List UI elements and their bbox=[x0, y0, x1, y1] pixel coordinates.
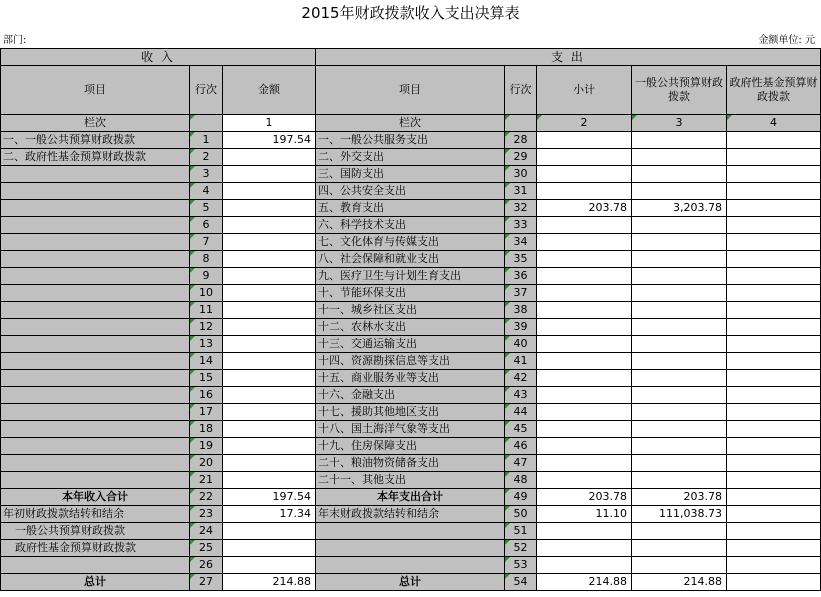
fund-budget-cell[interactable] bbox=[727, 472, 821, 489]
table-row bbox=[1, 438, 821, 455]
income-item-cell[interactable] bbox=[1, 557, 190, 574]
general-budget-cell[interactable] bbox=[632, 370, 727, 387]
general-budget-cell[interactable] bbox=[632, 132, 727, 149]
fund-budget-cell[interactable] bbox=[727, 166, 821, 183]
department-label: 部门: bbox=[3, 35, 27, 46]
fund-budget-cell[interactable] bbox=[727, 268, 821, 285]
expense-rowno-cell[interactable]: 36 bbox=[505, 268, 537, 285]
income-rowno-cell[interactable]: 5 bbox=[190, 200, 223, 217]
income-rowno-cell[interactable]: 2 bbox=[190, 149, 223, 166]
income-amount-cell[interactable] bbox=[223, 183, 316, 200]
expense-rowno-cell[interactable]: 38 bbox=[505, 302, 537, 319]
table-row bbox=[1, 370, 821, 387]
general-budget-cell[interactable] bbox=[632, 387, 727, 404]
general-budget-cell[interactable] bbox=[632, 285, 727, 302]
fund-budget-cell[interactable] bbox=[727, 574, 821, 591]
income-amount-cell[interactable] bbox=[223, 268, 316, 285]
expense-rowno-cell[interactable]: 33 bbox=[505, 217, 537, 234]
subtotal-cell[interactable] bbox=[537, 149, 632, 166]
fund-budget-cell[interactable] bbox=[727, 506, 821, 523]
expense-item-cell[interactable]: 十四、资源勘探信息等支出 bbox=[316, 353, 505, 370]
table-row bbox=[1, 302, 821, 319]
fund-budget-cell[interactable] bbox=[727, 251, 821, 268]
table-row bbox=[1, 319, 821, 336]
fund-budget-cell[interactable] bbox=[727, 183, 821, 200]
income-item-cell[interactable] bbox=[1, 285, 190, 302]
income-amount-cell[interactable] bbox=[223, 557, 316, 574]
income-item-cell[interactable]: 一般公共预算财政拨款 bbox=[1, 523, 190, 540]
general-budget-cell[interactable] bbox=[632, 302, 727, 319]
income-rowno-cell[interactable]: 15 bbox=[190, 370, 223, 387]
general-budget-cell[interactable] bbox=[632, 455, 727, 472]
general-budget-cell[interactable] bbox=[632, 183, 727, 200]
subtotal-cell[interactable] bbox=[537, 217, 632, 234]
income-item-cell[interactable]: 二、政府性基金预算财政拨款 bbox=[1, 149, 190, 166]
expense-item-cell[interactable]: 六、科学技术支出 bbox=[316, 217, 505, 234]
general-budget-cell[interactable] bbox=[632, 336, 727, 353]
income-item-cell[interactable] bbox=[1, 472, 190, 489]
general-budget-cell[interactable] bbox=[632, 438, 727, 455]
expense-rowno-cell[interactable]: 53 bbox=[505, 557, 537, 574]
income-item-cell[interactable] bbox=[1, 319, 190, 336]
table-row bbox=[1, 285, 821, 302]
expense-item-cell[interactable]: 十六、金融支出 bbox=[316, 387, 505, 404]
income-item-cell[interactable] bbox=[1, 404, 190, 421]
table-row bbox=[1, 353, 821, 370]
table-row bbox=[1, 200, 821, 217]
income-rowno-cell[interactable]: 16 bbox=[190, 387, 223, 404]
income-rowno-cell[interactable]: 7 bbox=[190, 234, 223, 251]
table-row bbox=[1, 132, 821, 149]
income-item-cell[interactable] bbox=[1, 438, 190, 455]
expense-item-cell[interactable]: 十九、住房保障支出 bbox=[316, 438, 505, 455]
income-item-cell[interactable] bbox=[1, 336, 190, 353]
expense-item-cell[interactable]: 二十一、其他支出 bbox=[316, 472, 505, 489]
fund-budget-cell[interactable] bbox=[727, 404, 821, 421]
fund-budget-header[interactable]: 政府性基金预算财政拨款 bbox=[727, 66, 821, 115]
income-rowno-cell[interactable]: 22 bbox=[190, 489, 223, 506]
subtotal-cell[interactable] bbox=[537, 234, 632, 251]
income-rowno-cell[interactable]: 14 bbox=[190, 353, 223, 370]
subtotal-cell[interactable]: 214.88 bbox=[537, 574, 632, 591]
expense-item-cell[interactable] bbox=[316, 557, 505, 574]
report-title: 2015年财政拨款收入支出决算表 bbox=[301, 4, 520, 22]
table-row bbox=[1, 455, 821, 472]
expense-item-header[interactable]: 项目 bbox=[316, 66, 505, 115]
table-row bbox=[1, 336, 821, 353]
fund-budget-cell[interactable] bbox=[727, 523, 821, 540]
expense-rowno-cell[interactable]: 32 bbox=[505, 200, 537, 217]
income-amount-cell[interactable] bbox=[223, 166, 316, 183]
subtotal-cell[interactable] bbox=[537, 268, 632, 285]
income-item-cell[interactable] bbox=[1, 234, 190, 251]
lanci-label-left[interactable]: 栏次 bbox=[1, 115, 190, 132]
subtotal-header[interactable]: 小计 bbox=[537, 66, 632, 115]
income-item-cell[interactable] bbox=[1, 421, 190, 438]
general-budget-cell[interactable] bbox=[632, 217, 727, 234]
subtotal-cell[interactable] bbox=[537, 557, 632, 574]
income-amount-cell[interactable] bbox=[223, 353, 316, 370]
subtotal-cell[interactable] bbox=[537, 438, 632, 455]
subtotal-cell[interactable] bbox=[537, 302, 632, 319]
income-item-cell[interactable]: 政府性基金预算财政拨款 bbox=[1, 540, 190, 557]
expense-rowno-cell[interactable]: 45 bbox=[505, 421, 537, 438]
income-amount-cell[interactable] bbox=[223, 149, 316, 166]
expense-rowno-cell[interactable]: 29 bbox=[505, 149, 537, 166]
income-item-cell[interactable] bbox=[1, 251, 190, 268]
table-row bbox=[1, 506, 821, 523]
income-rowno-cell[interactable]: 18 bbox=[190, 421, 223, 438]
expense-rowno-cell[interactable]: 39 bbox=[505, 319, 537, 336]
lanci-col-2[interactable]: 2 bbox=[537, 115, 632, 132]
expense-item-cell[interactable]: 十五、商业服务业等支出 bbox=[316, 370, 505, 387]
income-rowno-cell[interactable]: 24 bbox=[190, 523, 223, 540]
income-amount-cell[interactable]: 197.54 bbox=[223, 132, 316, 149]
expense-item-cell[interactable]: 三、国防支出 bbox=[316, 166, 505, 183]
general-budget-cell[interactable] bbox=[632, 166, 727, 183]
fund-budget-cell[interactable] bbox=[727, 370, 821, 387]
table-row bbox=[1, 268, 821, 285]
table-row bbox=[1, 183, 821, 200]
subtotal-cell[interactable] bbox=[537, 166, 632, 183]
subtotal-cell[interactable] bbox=[537, 353, 632, 370]
currency-unit-label: 金额单位: 元 bbox=[758, 35, 815, 46]
expense-rowno-cell[interactable]: 47 bbox=[505, 455, 537, 472]
fund-budget-cell[interactable] bbox=[727, 557, 821, 574]
expense-item-cell[interactable]: 一、一般公共服务支出 bbox=[316, 132, 505, 149]
fund-budget-cell[interactable] bbox=[727, 217, 821, 234]
income-item-cell[interactable]: 本年收入合计 bbox=[1, 489, 190, 506]
income-rowno-cell[interactable]: 4 bbox=[190, 183, 223, 200]
general-budget-cell[interactable] bbox=[632, 557, 727, 574]
income-item-header[interactable]: 项目 bbox=[1, 66, 190, 115]
income-amount-cell[interactable] bbox=[223, 540, 316, 557]
lanci-col-3[interactable]: 3 bbox=[632, 115, 727, 132]
table-row bbox=[1, 574, 821, 591]
expense-item-cell[interactable]: 十、节能环保支出 bbox=[316, 285, 505, 302]
income-rowno-header[interactable]: 行次 bbox=[190, 66, 223, 115]
income-section-header: 收 入 bbox=[1, 49, 316, 66]
table-row bbox=[1, 404, 821, 421]
income-item-cell[interactable] bbox=[1, 387, 190, 404]
general-budget-cell[interactable] bbox=[632, 251, 727, 268]
table-row bbox=[1, 387, 821, 404]
fund-budget-cell[interactable] bbox=[727, 234, 821, 251]
general-budget-cell[interactable] bbox=[632, 523, 727, 540]
expense-item-cell[interactable]: 七、文化体育与传媒支出 bbox=[316, 234, 505, 251]
general-budget-cell[interactable] bbox=[632, 421, 727, 438]
fund-budget-cell[interactable] bbox=[727, 200, 821, 217]
table-row bbox=[1, 540, 821, 557]
table-row bbox=[1, 489, 821, 506]
fund-budget-cell[interactable] bbox=[727, 489, 821, 506]
expense-item-cell[interactable] bbox=[316, 540, 505, 557]
income-item-cell[interactable] bbox=[1, 268, 190, 285]
income-amount-cell[interactable] bbox=[223, 404, 316, 421]
income-amount-cell[interactable] bbox=[223, 421, 316, 438]
lanci-col-4[interactable]: 4 bbox=[727, 115, 821, 132]
table-row bbox=[1, 421, 821, 438]
table-row bbox=[1, 523, 821, 540]
expense-rowno-cell[interactable]: 41 bbox=[505, 353, 537, 370]
fund-budget-cell[interactable] bbox=[727, 302, 821, 319]
income-rowno-cell[interactable]: 9 bbox=[190, 268, 223, 285]
fund-budget-cell[interactable] bbox=[727, 353, 821, 370]
general-budget-cell[interactable] bbox=[632, 268, 727, 285]
income-rowno-cell[interactable]: 23 bbox=[190, 506, 223, 523]
income-item-cell[interactable]: 一、一般公共预算财政拨款 bbox=[1, 132, 190, 149]
income-rowno-cell[interactable]: 19 bbox=[190, 438, 223, 455]
general-budget-cell[interactable] bbox=[632, 353, 727, 370]
general-budget-cell[interactable] bbox=[632, 149, 727, 166]
fund-budget-cell[interactable] bbox=[727, 387, 821, 404]
income-amount-cell[interactable] bbox=[223, 234, 316, 251]
income-amount-header[interactable]: 金额 bbox=[223, 66, 316, 115]
subtotal-cell[interactable] bbox=[537, 523, 632, 540]
income-rowno-cell[interactable]: 8 bbox=[190, 251, 223, 268]
expense-rowno-cell[interactable]: 37 bbox=[505, 285, 537, 302]
income-rowno-cell[interactable]: 13 bbox=[190, 336, 223, 353]
income-amount-cell[interactable] bbox=[223, 319, 316, 336]
expense-item-cell[interactable]: 年末财政拨款结转和结余 bbox=[316, 506, 505, 523]
lanci-blank-cell[interactable] bbox=[505, 115, 537, 132]
fund-budget-cell[interactable] bbox=[727, 132, 821, 149]
general-budget-header[interactable]: 一般公共预算财政拨款 bbox=[632, 66, 727, 115]
table-row bbox=[1, 251, 821, 268]
income-amount-cell[interactable] bbox=[223, 302, 316, 319]
general-budget-cell[interactable] bbox=[632, 540, 727, 557]
expense-rowno-cell[interactable]: 49 bbox=[505, 489, 537, 506]
income-item-cell[interactable] bbox=[1, 166, 190, 183]
subtotal-cell[interactable] bbox=[537, 336, 632, 353]
income-rowno-cell[interactable]: 6 bbox=[190, 217, 223, 234]
income-item-cell[interactable]: 总计 bbox=[1, 574, 190, 591]
lanci-label-right[interactable]: 栏次 bbox=[316, 115, 505, 132]
income-item-cell[interactable] bbox=[1, 200, 190, 217]
income-amount-cell[interactable] bbox=[223, 455, 316, 472]
income-rowno-cell[interactable]: 27 bbox=[190, 574, 223, 591]
income-item-cell[interactable] bbox=[1, 302, 190, 319]
expense-rowno-cell[interactable]: 44 bbox=[505, 404, 537, 421]
expense-item-cell[interactable]: 九、医疗卫生与计划生育支出 bbox=[316, 268, 505, 285]
subtotal-cell[interactable] bbox=[537, 319, 632, 336]
table-row bbox=[1, 149, 821, 166]
income-rowno-cell[interactable]: 10 bbox=[190, 285, 223, 302]
expense-rowno-cell[interactable]: 35 bbox=[505, 251, 537, 268]
income-amount-cell[interactable]: 17.34 bbox=[223, 506, 316, 523]
subtotal-cell[interactable]: 203.78 bbox=[537, 200, 632, 217]
subtotal-cell[interactable] bbox=[537, 455, 632, 472]
expense-rowno-header[interactable]: 行次 bbox=[505, 66, 537, 115]
income-rowno-cell[interactable]: 26 bbox=[190, 557, 223, 574]
subtotal-cell[interactable] bbox=[537, 370, 632, 387]
expense-rowno-cell[interactable]: 43 bbox=[505, 387, 537, 404]
income-amount-cell[interactable] bbox=[223, 387, 316, 404]
subtotal-cell[interactable] bbox=[537, 251, 632, 268]
general-budget-cell[interactable]: 3,203.78 bbox=[632, 200, 727, 217]
income-rowno-cell[interactable]: 25 bbox=[190, 540, 223, 557]
expense-rowno-cell[interactable]: 34 bbox=[505, 234, 537, 251]
expense-item-cell[interactable]: 十三、交通运输支出 bbox=[316, 336, 505, 353]
expense-item-cell[interactable]: 十八、国土海洋气象等支出 bbox=[316, 421, 505, 438]
general-budget-cell[interactable]: 111,038.73 bbox=[632, 506, 727, 523]
income-item-cell[interactable]: 年初财政拨款结转和结余 bbox=[1, 506, 190, 523]
income-rowno-cell[interactable]: 20 bbox=[190, 455, 223, 472]
expense-rowno-cell[interactable]: 31 bbox=[505, 183, 537, 200]
income-amount-cell[interactable]: 197.54 bbox=[223, 489, 316, 506]
fund-budget-cell[interactable] bbox=[727, 319, 821, 336]
table-row bbox=[1, 217, 821, 234]
subtotal-cell[interactable] bbox=[537, 540, 632, 557]
fund-budget-cell[interactable] bbox=[727, 336, 821, 353]
lanci-col-1[interactable]: 1 bbox=[223, 115, 316, 132]
fund-budget-cell[interactable] bbox=[727, 438, 821, 455]
expense-item-cell[interactable]: 二十、粮油物资储备支出 bbox=[316, 455, 505, 472]
general-budget-cell[interactable] bbox=[632, 319, 727, 336]
fund-budget-cell[interactable] bbox=[727, 455, 821, 472]
fund-budget-cell[interactable] bbox=[727, 149, 821, 166]
budget-table bbox=[0, 48, 821, 591]
expense-section-header: 支 出 bbox=[316, 49, 821, 66]
income-amount-cell[interactable] bbox=[223, 523, 316, 540]
subtotal-cell[interactable] bbox=[537, 472, 632, 489]
income-item-cell[interactable] bbox=[1, 217, 190, 234]
general-budget-cell[interactable] bbox=[632, 404, 727, 421]
general-budget-cell[interactable] bbox=[632, 472, 727, 489]
income-amount-cell[interactable] bbox=[223, 336, 316, 353]
income-item-cell[interactable] bbox=[1, 183, 190, 200]
expense-rowno-cell[interactable]: 52 bbox=[505, 540, 537, 557]
income-rowno-cell[interactable]: 21 bbox=[190, 472, 223, 489]
income-rowno-cell[interactable]: 1 bbox=[190, 132, 223, 149]
fund-budget-cell[interactable] bbox=[727, 421, 821, 438]
expense-rowno-cell[interactable]: 48 bbox=[505, 472, 537, 489]
table-row bbox=[1, 234, 821, 251]
subtotal-cell[interactable] bbox=[537, 183, 632, 200]
expense-item-cell[interactable]: 八、社会保障和就业支出 bbox=[316, 251, 505, 268]
subtotal-cell[interactable]: 203.78 bbox=[537, 489, 632, 506]
lanci-blank-cell[interactable] bbox=[190, 115, 223, 132]
general-budget-cell[interactable]: 214.88 bbox=[632, 574, 727, 591]
table-row bbox=[1, 557, 821, 574]
income-item-cell[interactable] bbox=[1, 353, 190, 370]
expense-item-cell[interactable]: 十二、农林水支出 bbox=[316, 319, 505, 336]
table-row bbox=[1, 166, 821, 183]
expense-item-cell[interactable]: 二、外交支出 bbox=[316, 149, 505, 166]
expense-item-cell[interactable]: 五、教育支出 bbox=[316, 200, 505, 217]
income-rowno-cell[interactable]: 17 bbox=[190, 404, 223, 421]
fund-budget-cell[interactable] bbox=[727, 540, 821, 557]
general-budget-cell[interactable]: 203.78 bbox=[632, 489, 727, 506]
expense-rowno-cell[interactable]: 46 bbox=[505, 438, 537, 455]
income-rowno-cell[interactable]: 12 bbox=[190, 319, 223, 336]
subtotal-cell[interactable] bbox=[537, 285, 632, 302]
income-amount-cell[interactable] bbox=[223, 438, 316, 455]
income-amount-cell[interactable] bbox=[223, 285, 316, 302]
expense-item-cell[interactable]: 总计 bbox=[316, 574, 505, 591]
general-budget-cell[interactable] bbox=[632, 234, 727, 251]
subtotal-cell[interactable] bbox=[537, 387, 632, 404]
expense-item-cell[interactable]: 十七、援助其他地区支出 bbox=[316, 404, 505, 421]
income-rowno-cell[interactable]: 3 bbox=[190, 166, 223, 183]
income-amount-cell[interactable] bbox=[223, 370, 316, 387]
expense-rowno-cell[interactable]: 30 bbox=[505, 166, 537, 183]
subtotal-cell[interactable] bbox=[537, 404, 632, 421]
subtotal-cell[interactable] bbox=[537, 421, 632, 438]
expense-rowno-cell[interactable]: 54 bbox=[505, 574, 537, 591]
table-row bbox=[1, 472, 821, 489]
income-rowno-cell[interactable]: 11 bbox=[190, 302, 223, 319]
expense-item-cell[interactable] bbox=[316, 523, 505, 540]
expense-item-cell[interactable]: 四、公共安全支出 bbox=[316, 183, 505, 200]
expense-rowno-cell[interactable]: 28 bbox=[505, 132, 537, 149]
subtotal-cell[interactable] bbox=[537, 132, 632, 149]
expense-rowno-cell[interactable]: 42 bbox=[505, 370, 537, 387]
expense-item-cell[interactable]: 十一、城乡社区支出 bbox=[316, 302, 505, 319]
income-item-cell[interactable] bbox=[1, 370, 190, 387]
income-amount-cell[interactable] bbox=[223, 251, 316, 268]
income-amount-cell[interactable]: 214.88 bbox=[223, 574, 316, 591]
income-amount-cell[interactable] bbox=[223, 217, 316, 234]
income-amount-cell[interactable] bbox=[223, 472, 316, 489]
expense-item-cell[interactable]: 本年支出合计 bbox=[316, 489, 505, 506]
expense-rowno-cell[interactable]: 40 bbox=[505, 336, 537, 353]
subtotal-cell[interactable]: 11.10 bbox=[537, 506, 632, 523]
income-amount-cell[interactable] bbox=[223, 200, 316, 217]
fund-budget-cell[interactable] bbox=[727, 285, 821, 302]
income-item-cell[interactable] bbox=[1, 455, 190, 472]
expense-rowno-cell[interactable]: 51 bbox=[505, 523, 537, 540]
expense-rowno-cell[interactable]: 50 bbox=[505, 506, 537, 523]
